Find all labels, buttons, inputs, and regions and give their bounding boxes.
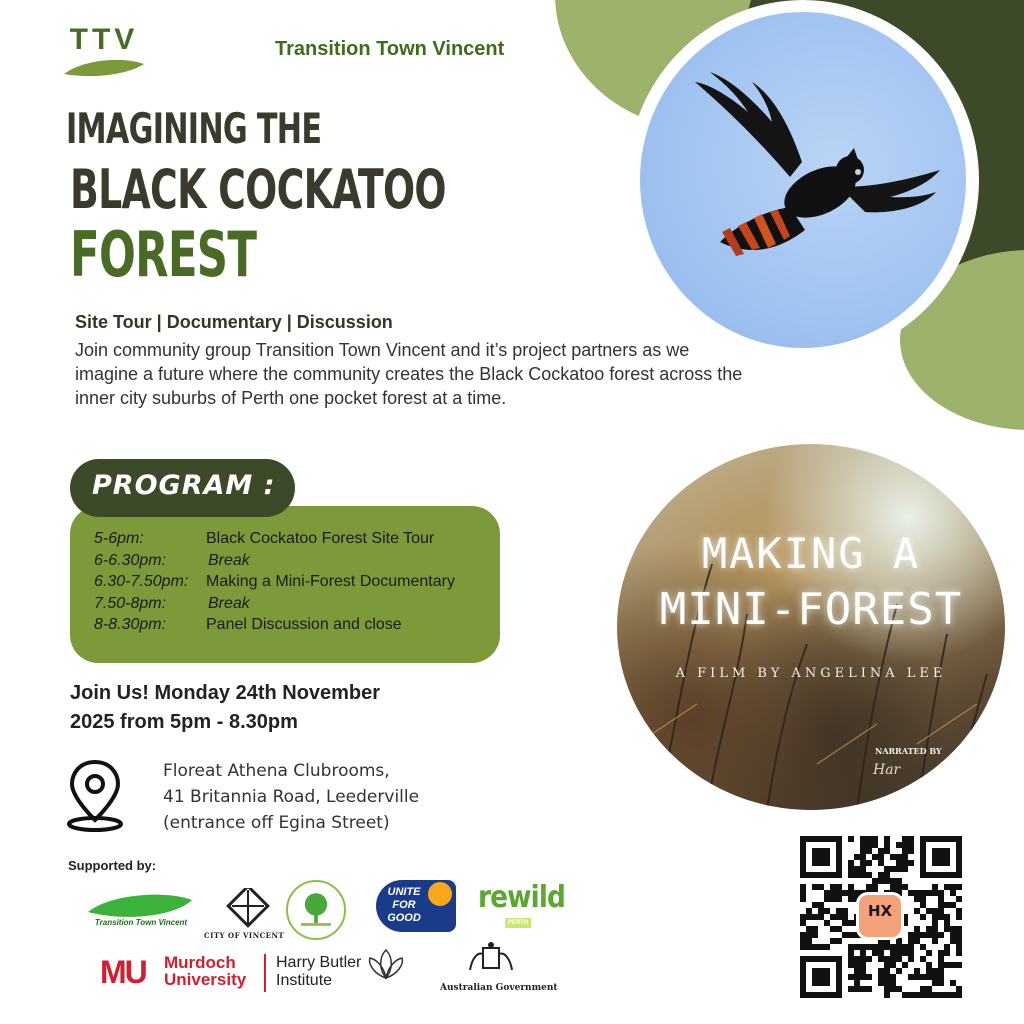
film-credit: A FILM BY ANGELINA LEE xyxy=(675,666,947,681)
rewild-logo: rewild xyxy=(478,880,566,915)
murdoch-name xyxy=(164,954,246,988)
venue-line-1: Floreat Athena Clubrooms, xyxy=(163,761,390,781)
location-pin-icon xyxy=(64,758,126,834)
program-time: 8-8.30pm: xyxy=(94,616,167,634)
program-desc: Break xyxy=(208,594,250,612)
qr-center-text: HX xyxy=(867,902,893,920)
tree-icon xyxy=(288,882,344,938)
lotus-icon xyxy=(366,946,406,986)
sponsor-divider xyxy=(264,954,266,992)
coat-of-arms-icon xyxy=(462,940,520,980)
program-time: 7.50-8pm: xyxy=(94,594,167,612)
title-line-1: IMAGINING THE xyxy=(66,104,322,153)
event-date xyxy=(70,679,470,737)
program-row xyxy=(94,614,494,636)
program-row xyxy=(94,571,494,593)
program-label: PROGRAM : xyxy=(92,470,276,501)
leaf-icon xyxy=(62,58,146,78)
org-name: Transition Town Vincent xyxy=(275,38,505,60)
film-narrated-by: NARRATED BY xyxy=(875,746,942,756)
harry-butler-line-2: Institute xyxy=(276,972,333,989)
community-garden-logo xyxy=(286,880,346,940)
intro-paragraph: Join community group Transition Town Vincent and it’s project partners as we imagine a future where the community creates the Black Cockatoo forest across the inner city suburbs of Perth one pocket forest at a time. xyxy=(75,340,743,408)
film-narrator: Har xyxy=(873,762,901,778)
black-cockatoo-illustration xyxy=(640,12,966,348)
program-row xyxy=(94,528,494,550)
murdoch-name-line-1: Murdoch xyxy=(164,953,236,972)
ttv-logo-text: TTV xyxy=(69,23,139,56)
murdoch-mark: MU xyxy=(100,954,146,990)
tagline: Site Tour | Documentary | Discussion xyxy=(75,312,393,332)
program-desc: Panel Discussion and close xyxy=(206,616,402,634)
film-still xyxy=(617,444,1005,810)
program-time: 5-6pm: xyxy=(94,530,144,547)
murdoch-name-line-2: University xyxy=(164,970,247,989)
program-time: 6.30-7.50pm: xyxy=(94,573,189,591)
event-date-line-2: 2025 from 5pm - 8.30pm xyxy=(70,711,298,733)
program-list xyxy=(94,528,494,636)
film-title-line-1: MAKING A xyxy=(701,529,921,578)
title-line-2: BLACK COCKATOO xyxy=(70,158,446,221)
rotary-wheel-icon xyxy=(428,882,452,906)
title-line-3: FOREST xyxy=(70,218,257,291)
program-desc: Break xyxy=(208,551,250,569)
program-desc: Black Cockatoo Forest Site Tour xyxy=(206,530,435,547)
program-row xyxy=(94,593,494,615)
supported-by-label: Supported by: xyxy=(68,858,157,873)
program-time: 6-6.30pm: xyxy=(94,551,167,569)
unite-for-good-name: UNITE FOR GOOD xyxy=(387,886,421,924)
harry-butler-name xyxy=(276,954,361,990)
venue-line-3: (entrance off Egina Street) xyxy=(163,813,390,833)
ttv-sponsor-name: Transition Town Vincent xyxy=(94,918,188,927)
venue-line-2: 41 Britannia Road, Leederville xyxy=(163,787,420,807)
city-of-vincent-name: CITY OF VINCENT xyxy=(204,931,285,940)
ttv-logo xyxy=(62,23,146,80)
black-cockatoo-photo xyxy=(640,12,966,348)
venue-address xyxy=(163,758,419,836)
film-title-line-2: MINI-FOREST xyxy=(659,584,963,635)
rewild-perth-label: PERTH xyxy=(505,918,531,928)
harry-butler-line-1: Harry Butler xyxy=(276,954,362,971)
program-desc: Making a Mini-Forest Documentary xyxy=(206,573,455,591)
event-date-line-1: Join Us! Monday 24th November xyxy=(70,682,381,704)
program-row xyxy=(94,550,494,572)
australian-government-name: Australian Government xyxy=(440,983,558,993)
